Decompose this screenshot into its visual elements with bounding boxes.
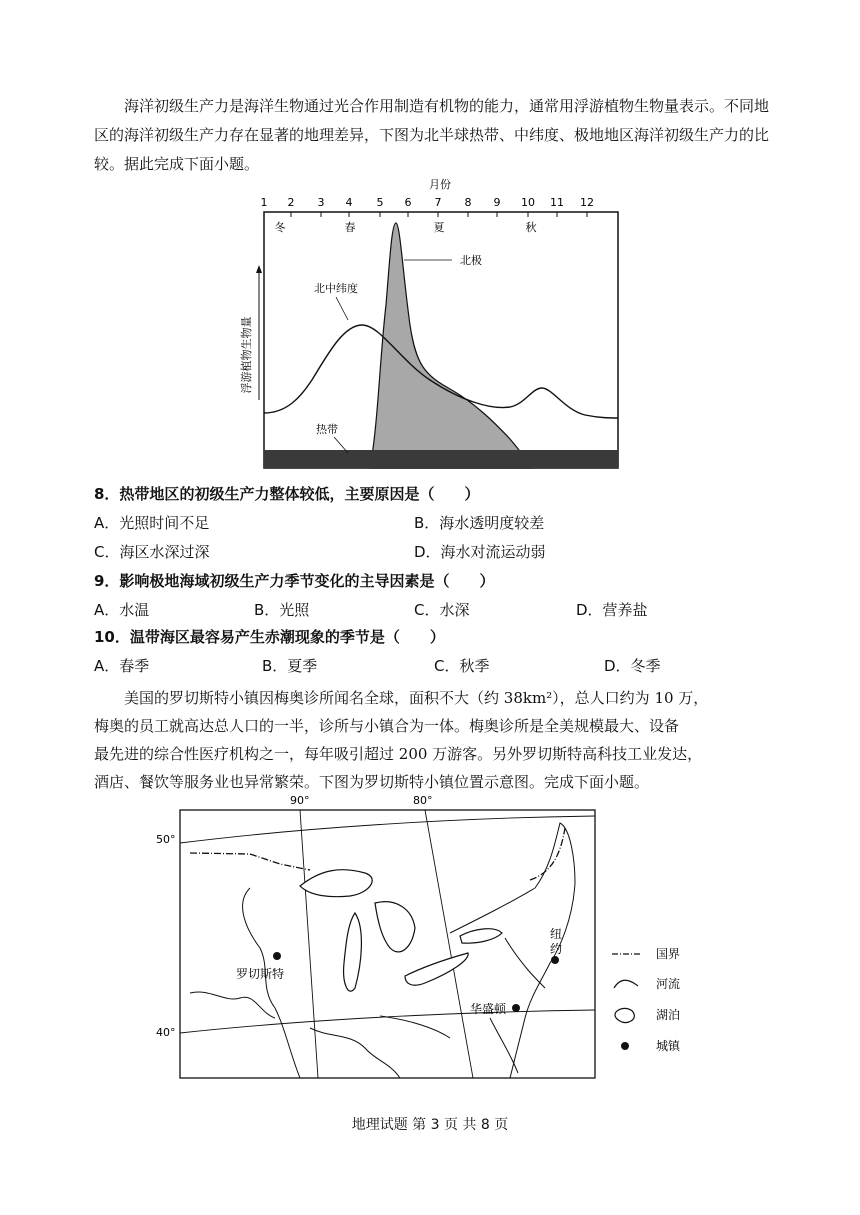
- month-4: 4: [345, 196, 353, 209]
- city-washington: 华盛顿: [470, 1002, 507, 1016]
- q8-option-b[interactable]: B．海水透明度较差: [414, 514, 545, 532]
- productivity-figure: [230, 175, 630, 475]
- month-ticks: [261, 196, 595, 209]
- lon-80-label: 80°: [413, 794, 433, 807]
- month-10: 10: [521, 196, 535, 209]
- page-footer: 地理试题 第 3 页 共 8 页: [351, 1117, 509, 1133]
- month-11: 11: [550, 196, 564, 209]
- legend-city-icon: [621, 1042, 629, 1050]
- q8-option-a[interactable]: A．光照时间不足: [94, 514, 210, 532]
- month-7: 7: [434, 196, 442, 209]
- month-12: 12: [580, 196, 594, 209]
- season-spring: 春: [344, 221, 356, 234]
- month-9: 9: [493, 196, 501, 209]
- q10-option-c[interactable]: C．秋季: [434, 657, 490, 675]
- q10-option-a[interactable]: A．春季: [94, 657, 150, 675]
- city-newyork-2: 约: [550, 942, 563, 956]
- passage-2: [94, 684, 774, 796]
- q9-option-a[interactable]: A．水温: [94, 601, 150, 619]
- passage-2-line-4: 酒店、餐饮等服务业也异常繁荣。下图为罗切斯特小镇位置示意图。完成下面小题。: [94, 773, 650, 791]
- legend-city-label: 城镇: [656, 1039, 681, 1053]
- lon-90-label: 90°: [290, 794, 310, 807]
- question-10: 10．温带海区最容易产生赤潮现象的季节是（ ）: [94, 628, 445, 646]
- lat-50-label: 50°: [156, 833, 176, 846]
- q10-option-d[interactable]: D．冬季: [604, 657, 661, 675]
- legend-lake-label: 湖泊: [656, 1008, 681, 1022]
- month-2: 2: [287, 196, 295, 209]
- y-arrowhead-icon: [256, 265, 262, 273]
- tropical-band: [264, 450, 618, 468]
- city-newyork-1: 纽: [550, 927, 563, 941]
- month-5: 5: [376, 196, 384, 209]
- map-legend: [612, 947, 681, 1053]
- legend-river-icon: [614, 980, 638, 988]
- month-3: 3: [317, 196, 325, 209]
- passage-2-line-2: 梅奥的员工就高达总人口的一半，诊所与小镇合为一体。梅奥诊所是全美规模最大、设备: [94, 717, 680, 735]
- month-axis-label: 月份: [429, 178, 451, 191]
- label-polar: 北极: [460, 254, 482, 267]
- passage-1: [94, 92, 774, 179]
- newyork-city-dot: [551, 956, 559, 964]
- label-tropic: 热带: [316, 423, 338, 436]
- q9-option-d[interactable]: D．营养盐: [576, 601, 648, 619]
- question-9: 9．影响极地海域初级生产力季节变化的主导因素是（ ）: [94, 572, 495, 590]
- q10-option-b[interactable]: B．夏季: [262, 657, 318, 675]
- q9-option-b[interactable]: B．光照: [254, 601, 310, 619]
- washington-city-dot: [512, 1004, 520, 1012]
- season-autumn: 秋: [525, 221, 537, 234]
- lat-40-label: 40°: [156, 1026, 176, 1039]
- passage-2-line-3: 最先进的综合性医疗机构之一，每年吸引超过 200 万游客。另外罗切斯特高科技工业发达，: [94, 745, 703, 763]
- q8-option-d[interactable]: D．海水对流运动弱: [414, 543, 546, 561]
- month-8: 8: [464, 196, 472, 209]
- label-mid-latitude: 北中纬度: [314, 282, 358, 295]
- q8-option-c[interactable]: C．海区水深过深: [94, 543, 210, 561]
- q9-option-c[interactable]: C．水深: [414, 601, 470, 619]
- month-6: 6: [404, 196, 412, 209]
- month-1: 1: [260, 196, 268, 209]
- legend-river-label: 河流: [656, 977, 681, 991]
- y-axis-label: 浮游植物生物量: [240, 316, 253, 394]
- legend-lake-icon: [615, 1008, 634, 1022]
- season-winter: 冬: [274, 221, 286, 234]
- passage-2-line-1: 美国的罗切斯特小镇因梅奥诊所闻名全球，面积不大（约 38km²），总人口约为 10 万，: [124, 689, 709, 707]
- rochester-city-dot: [273, 952, 281, 960]
- passage-1-text: 海洋初级生产力是海洋生物通过光合作用制造有机物的能力，通常用浮游植物生物量表示。不同地区的海洋初级生产力存在显著的地理差异，下图为北半球热带、中纬度、极地地区海洋初级生产力的比较。据此完成下面小题。: [94, 97, 770, 173]
- location-map: [150, 788, 710, 1088]
- legend-border-label: 国界: [656, 947, 681, 961]
- season-summer: 夏: [433, 221, 445, 234]
- city-rochester: 罗切斯特: [236, 967, 285, 981]
- question-8: 8．热带地区的初级生产力整体较低，主要原因是（ ）: [94, 485, 480, 503]
